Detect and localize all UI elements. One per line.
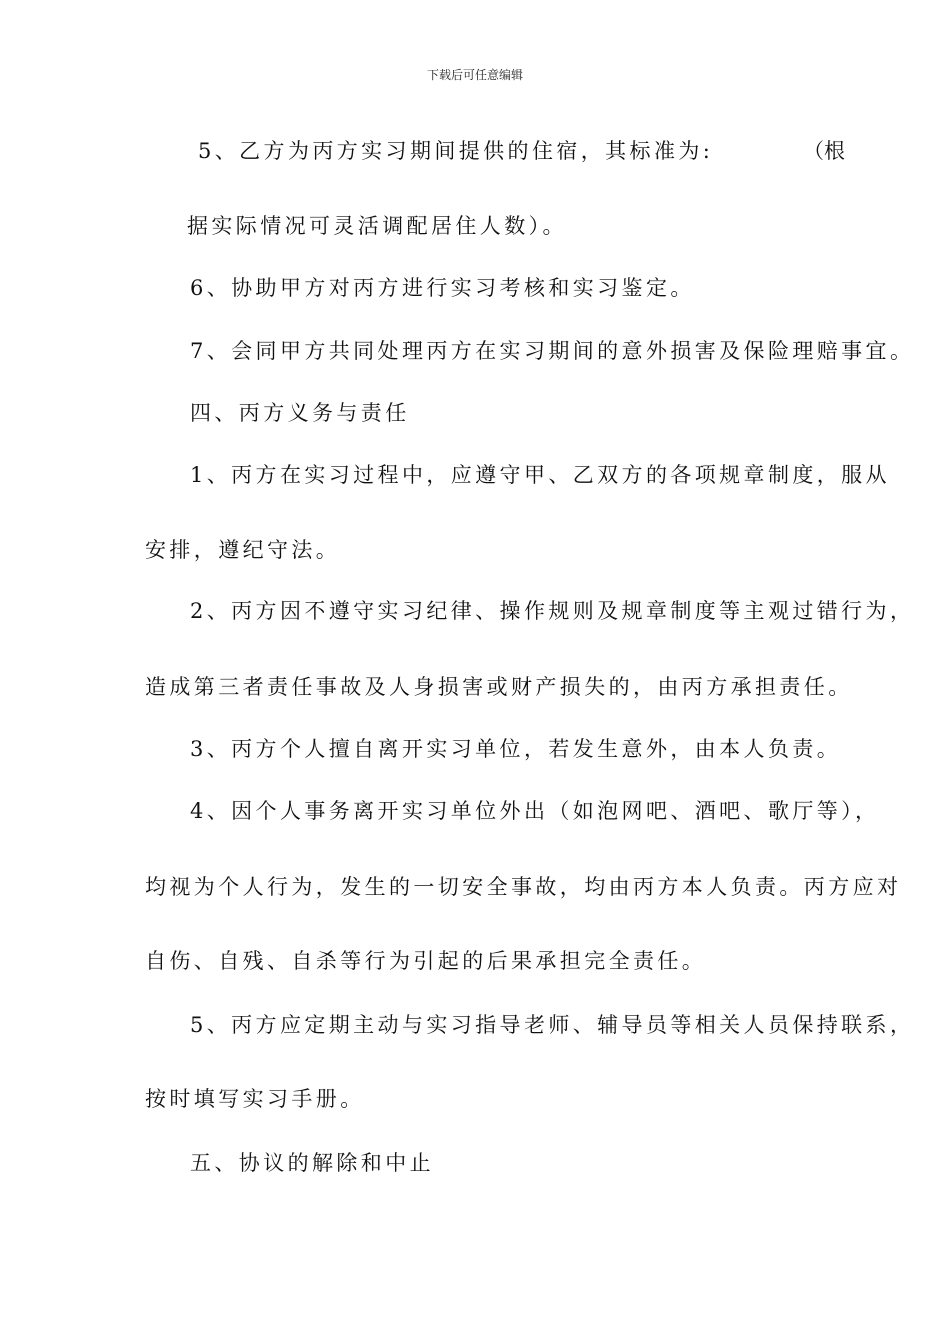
paragraph-line-tail: （根 <box>803 139 845 163</box>
paragraph-line: 均视为个人行为，发生的一切安全事故，均由丙方本人负责。丙方应对 <box>145 875 902 899</box>
paragraph-line: 安排，遵纪守法。 <box>145 538 341 562</box>
paragraph-line: 1、丙方在实习过程中，应遵守甲、乙双方的各项规章制度，服从 <box>190 463 890 487</box>
section-heading: 四、丙方义务与责任 <box>190 401 410 425</box>
paragraph-line: 7、会同甲方共同处理丙方在实习期间的意外损害及保险理赔事宜。 <box>190 339 915 363</box>
paragraph-line: 4、因个人事务离开实习单位外出（如泡网吧、酒吧、歌厅等）， <box>190 799 880 823</box>
section-heading: 五、协议的解除和中止 <box>190 1151 434 1175</box>
paragraph-line: 5、丙方应定期主动与实习指导老师、辅导员等相关人员保持联系， <box>190 1013 915 1037</box>
paragraph-line: 5、乙方为丙方实习期间提供的住宿，其标准为: <box>198 139 714 163</box>
paragraph-line: 3、丙方个人擅自离开实习单位，若发生意外，由本人负责。 <box>190 737 842 761</box>
paragraph-line: 2、丙方因不遵守实习纪律、操作规则及规章制度等主观过错行为， <box>190 599 915 623</box>
paragraph-line: 据实际情况可灵活调配居住人数）。 <box>187 214 567 238</box>
paragraph-line: 6、协助甲方对丙方进行实习考核和实习鉴定。 <box>190 276 695 300</box>
page-header: 下载后可任意编辑 <box>426 68 523 82</box>
paragraph-line: 按时填写实习手册。 <box>145 1087 365 1111</box>
paragraph-line: 造成第三者责任事故及人身损害或财产损失的，由丙方承担责任。 <box>145 675 853 699</box>
paragraph-line: 自伤、自残、自杀等行为引起的后果承担完全责任。 <box>145 949 707 973</box>
